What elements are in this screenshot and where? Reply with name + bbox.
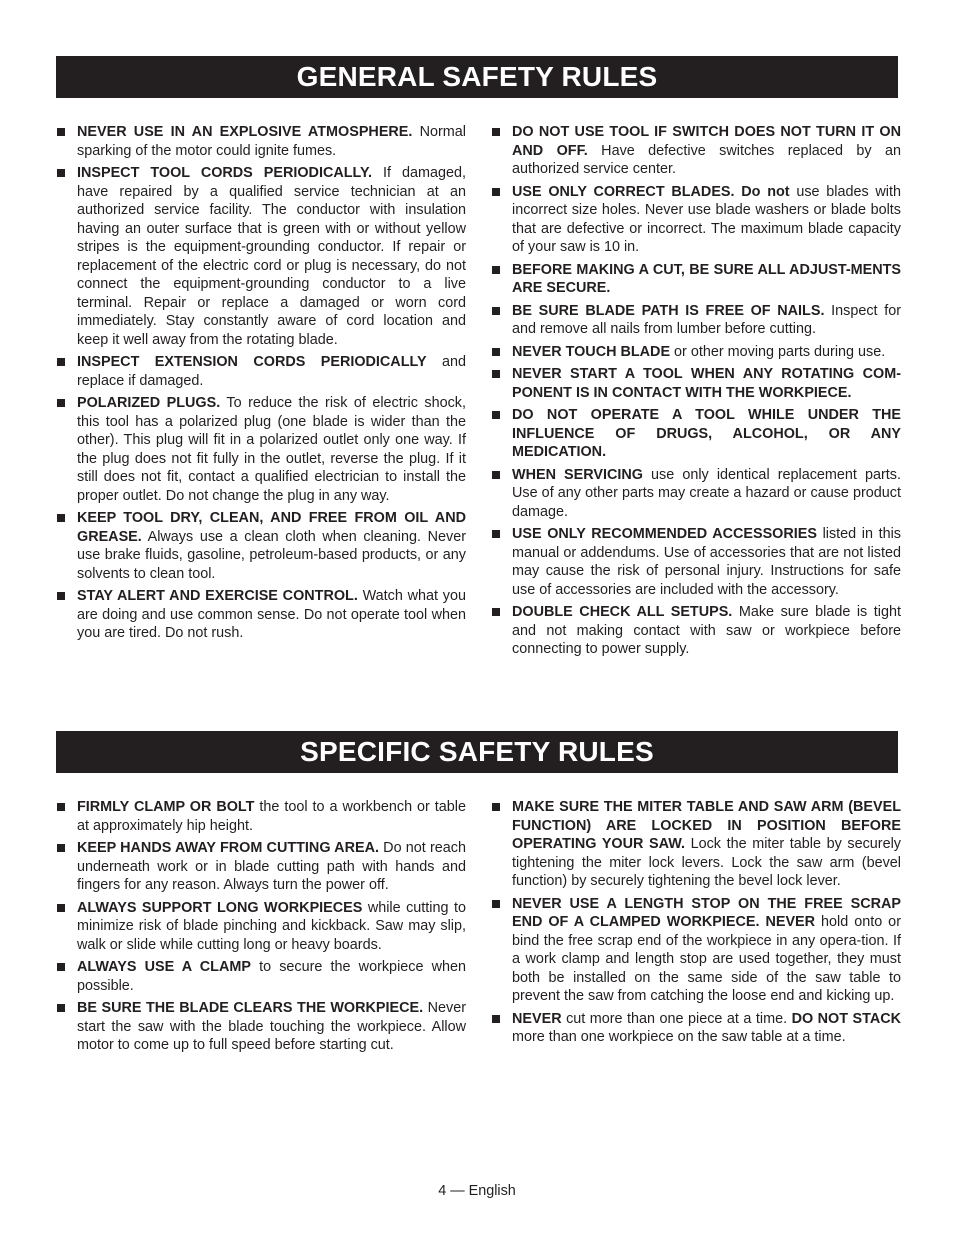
rule-heading: WHEN SERVICING: [512, 466, 643, 483]
specific-safety-rules-title: SPECIFIC SAFETY RULES: [56, 731, 898, 773]
rule-text: To reduce the risk of electric shock, this tool has a polarized plug (one blade is wider than the other). This plug will fit in a polarized outlet only one way. If the plug does not fit fully in the outlet, reverse the plug. If it still does not fit, contact a qualified electrician to install the proper outlet. Do not change the plug in any way.: [77, 395, 466, 504]
rule-heading: ALWAYS USE A CLAMP: [77, 959, 251, 975]
rule-heading: STAY ALERT AND EXERCISE CONTROL.: [77, 588, 358, 604]
rule-text: use blades with incorrect size holes. Never use blade washers or blade bolts that are defective or incorrect. The maximum blade capacity of your saw is 10 in.: [512, 183, 902, 255]
rule-heading: KEEP HANDS AWAY FROM CUTTING AREA.: [77, 840, 379, 856]
rule-item: [491, 343, 901, 362]
rule-item: [56, 899, 466, 955]
rule-text: to secure the workpiece when possible.: [77, 959, 467, 994]
rule-item: [491, 603, 901, 659]
rule-item: [491, 365, 901, 402]
rule-heading: USE ONLY CORRECT BLADES. Do not: [512, 183, 790, 200]
rule-item: [56, 509, 466, 583]
rule-heading: NEVER TOUCH BLADE: [512, 343, 671, 360]
specific-rules-right-list: [491, 798, 901, 1047]
rule-item: [56, 587, 466, 643]
rule-text: Lock the miter table by securely tightening the miter lock levers. Lock the saw arm (bevel function) by securely tightening the bevel lock lever.: [512, 836, 901, 889]
rule-item: [491, 302, 901, 339]
rule-heading: INSPECT EXTENSION CORDS PERIODICALLY: [77, 354, 427, 370]
rule-text: Watch what you are doing and use common sense. Do not operate tool when you are tired. Do not rush.: [77, 588, 467, 641]
rule-item: [56, 798, 466, 835]
rule-text: cut more than one piece at a time.: [561, 1010, 792, 1027]
rule-text: hold onto or bind the free scrap end of the workpiece in any opera-tion. If a work clamp and length stop are used together, they must both be installed on the same side of the saw table to prevent the saw from catching the loose end and kicking up.: [512, 914, 901, 1004]
rule-heading: DO NOT USE TOOL IF SWITCH DOES NOT TURN IT ON AND OFF.: [512, 124, 901, 159]
rule-item: [56, 394, 466, 505]
rule-item: [491, 798, 901, 891]
rule-item: [491, 123, 901, 179]
rule-item: [491, 261, 901, 298]
rule-text: If damaged, have repaired by a qualified service technician at an authorized service facility. The conductor with insulation having an outer surface that is green with or without yellow stripes is the equipment-grounding conductor. If repair or replacement of the electric cord or plug is necessary, do not connect the equipment-grounding conductor to a live terminal. Repair or replace a damaged or worn cord immediately. Stay constantly aware of cord location and keep it well away from the rotating blade.: [77, 165, 466, 348]
specific-rules-left-column: [56, 798, 466, 1059]
rule-text: more than one workpiece on the saw table at a time.: [512, 1029, 846, 1045]
general-safety-rules-title: GENERAL SAFETY RULES: [56, 56, 898, 98]
rule-heading: KEEP TOOL DRY, CLEAN, AND FREE FROM OIL AND GREASE.: [77, 510, 466, 545]
rule-item: [491, 895, 901, 1006]
general-rules-left-column: [56, 123, 466, 647]
rule-item: [491, 466, 901, 522]
rule-text: use only identical replacement parts. Use of any other parts may create a hazard or cause product damage.: [512, 466, 901, 520]
rule-item: [56, 123, 466, 160]
rule-heading: INSPECT TOOL CORDS PERIODICALLY.: [77, 165, 372, 181]
rule-heading: DO NOT OPERATE A TOOL WHILE UNDER THE INFLUENCE OF DRUGS, ALCOHOL, OR ANY MEDICATION.: [512, 407, 901, 460]
rule-heading: DO NOT STACK: [791, 1010, 901, 1027]
rule-text: Make sure blade is tight and not making contact with saw or workpiece before connecting to power supply.: [512, 604, 901, 657]
rule-item: [491, 183, 901, 257]
rule-item: [56, 164, 466, 349]
rule-text: and replace if damaged.: [77, 354, 466, 389]
rule-heading: NEVER USE IN AN EXPLOSIVE ATMOSPHERE.: [77, 124, 413, 140]
rule-text: or other moving parts during use.: [670, 343, 886, 360]
specific-rules-right-column: [491, 798, 901, 1051]
rule-text: Do not reach underneath work or in blade cutting path with hands and fingers for any reason. Always turn the power off.: [77, 840, 466, 893]
rule-item: [56, 353, 466, 390]
rule-heading: NEVER START A TOOL WHEN ANY ROTATING COM-PONENT IS IN CONTACT WITH THE WORKPIECE.: [512, 366, 901, 401]
rule-heading: BE SURE BLADE PATH IS FREE OF NAILS.: [512, 302, 825, 319]
rule-item: [491, 525, 901, 599]
specific-rules-left-list: [56, 798, 466, 1055]
rule-heading: NEVER: [512, 1010, 562, 1027]
rule-item: [56, 999, 466, 1055]
rule-text: Never start the saw with the blade touching the workpiece. Allow motor to come up to full speed before starting cut.: [77, 1000, 466, 1053]
rule-text: while cutting to minimize risk of blade pinching and kickback. Saw may slip, walk or slide while cutting long or heavy boards.: [77, 899, 466, 953]
rule-text: Have defective switches replaced by an authorized service center.: [512, 142, 901, 177]
rule-heading: BEFORE MAKING A CUT, BE SURE ALL ADJUST-MENTS ARE SECURE.: [512, 261, 901, 296]
rule-item: [491, 1010, 901, 1047]
general-rules-right-column: [491, 123, 901, 663]
rule-text: Inspect for and remove all nails from lumber before cutting.: [512, 302, 901, 337]
rule-text: listed in this manual or addendums. Use of accessories that are not listed may cause the risk of personal injury. Instructions for safe use of accessories are included with the accessory.: [512, 526, 901, 598]
rule-item: [56, 958, 466, 995]
rule-text: the tool to a workbench or table at approximately hip height.: [77, 799, 466, 834]
rule-heading: FIRMLY CLAMP OR BOLT: [77, 799, 255, 815]
rule-heading: MAKE SURE THE MITER TABLE AND SAW ARM (BEVEL FUNCTION) ARE LOCKED IN POSITION BEFORE OPERATING YOUR SAW.: [512, 799, 901, 852]
rule-heading: ALWAYS SUPPORT LONG WORKPIECES: [77, 899, 363, 916]
rule-item: [491, 406, 901, 462]
rule-text: Normal sparking of the motor could ignite fumes.: [77, 124, 466, 159]
general-rules-right-list: [491, 123, 901, 659]
rule-heading: DOUBLE CHECK ALL SETUPS.: [512, 604, 733, 620]
rule-heading: POLARIZED PLUGS.: [77, 395, 221, 411]
rule-text: Always use a clean cloth when cleaning. Never use brake fluids, gasoline, petroleum-based products, or any solvents to clean tool.: [77, 528, 466, 582]
page-footer: 4 — English: [438, 1183, 516, 1199]
rule-heading: NEVER USE A LENGTH STOP ON THE FREE SCRAP END OF A CLAMPED WORKPIECE. NEVER: [512, 895, 901, 930]
general-rules-left-list: [56, 123, 466, 643]
rule-heading: USE ONLY RECOMMENDED ACCESSORIES: [512, 526, 817, 542]
rule-heading: BE SURE THE BLADE CLEARS THE WORKPIECE.: [77, 1000, 424, 1016]
rule-item: [56, 839, 466, 895]
